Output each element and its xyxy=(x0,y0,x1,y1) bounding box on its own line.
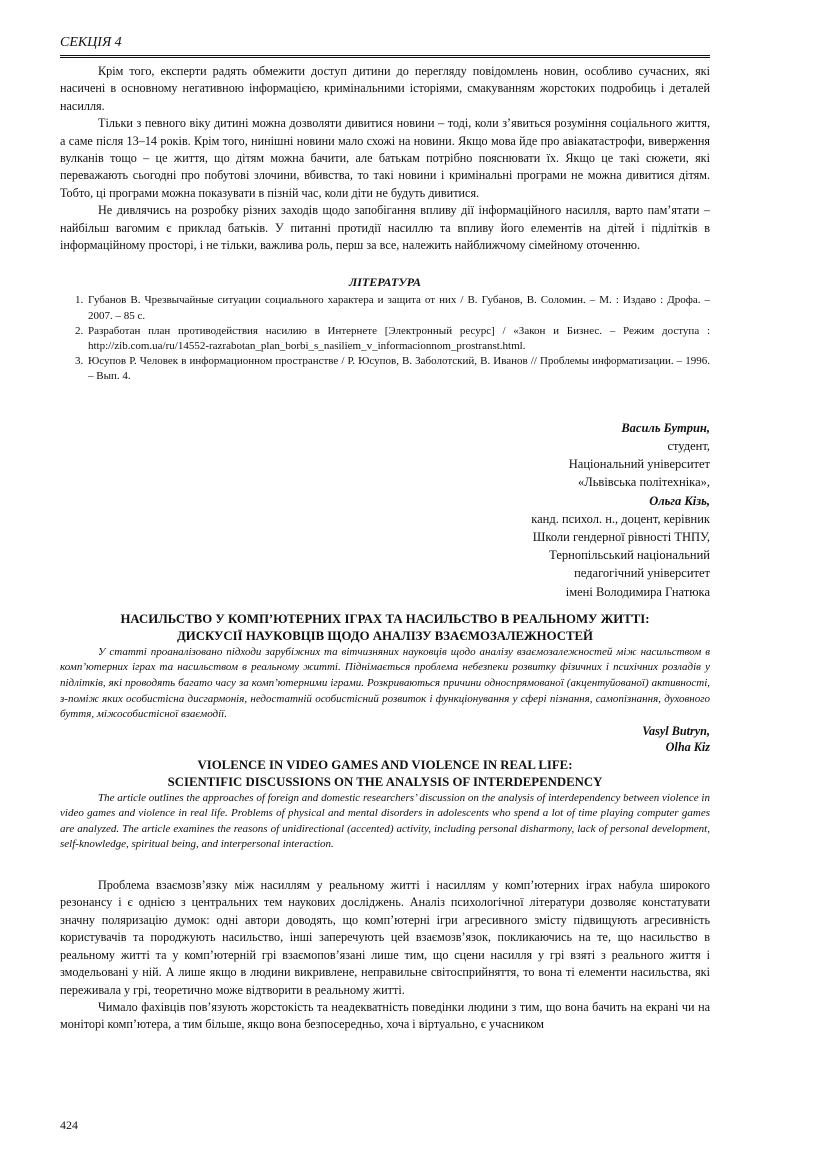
abstract-en: The article outlines the approaches of foreign and domestic researchers’ discussion on the analysis of interdependency between violence in video games and violence in real life. Problems of physical and mental disorders in adolescents who spend a lot of time playing computer games are analyzed. The article examines the reasons of unidirectional (accented) activity, including personal disharmony, lack of personal development, self-knowledge, spiritual being, and interpersonal interaction. xyxy=(60,791,710,851)
title-line: SCIENTIFIC DISCUSSIONS ON THE ANALYSIS OF INTERDEPENDENCY xyxy=(167,774,603,789)
title-line: ДИСКУСІЇ НАУКОВЦІВ ЩОДО АНАЛІЗУ ВЗАЄМОЗАЛЕЖНОСТЕЙ xyxy=(177,628,593,643)
paragraph: Чимало фахівців пов’язують жорстокість та неадекватність поведінки людини з тим, що вона бачить на екрані чи на моніторі комп’ютера, а тим більше, якщо вона безпосередньо, хоча і віртуально, є учасником xyxy=(60,999,710,1032)
author-name: Василь Бутрин, xyxy=(621,420,710,435)
section-header: СЕКЦІЯ 4 xyxy=(60,34,710,58)
paragraph: Тільки з певного віку дитині можна дозволяти дивитися новини – тоді, коли з’явиться розуміння соціального життя, а саме після 13–14 років. Крім того, нинішні новини мало схожі на новини. Якщо мова йде про авіакатастрофи, виверження вулканів тощо – це життя, що дітям можна бачити, але батькам потрібно пояснювати їх. Якщо це такі сюжети, які переважають сьогодні про побутові злочини, вбивства, то такі новини і кримінальні програми не можна дивитися дітям. Тобто, ці програми можна показувати в пізній час, коли діти не будуть дивитися. xyxy=(60,116,710,200)
author-name: Vasyl Butryn, xyxy=(642,723,710,738)
page-number: 424 xyxy=(60,1118,78,1132)
reference-item: 3. Юсупов Р. Человек в информационном пространстве / Р. Юсупов, В. Заболотский, В. Иванов // Проблемы информатизации. – 1996. – Вып. 4. xyxy=(86,354,710,384)
author-affiliation: Школи гендерної рівності ТНПУ, xyxy=(532,529,710,544)
paragraph: Не дивлячись на розробку різних заходів щодо запобігання впливу дії інформаційного насилля, варто пам’ятати – найбільш вагомим є приклад батьків. У питанні протидії насиллю та впливу його елементів на дітей і підлітків в інформаційному просторі, і не тільки, важлива роль, перш за все, належить найближчому сімейному оточенню. xyxy=(60,203,710,253)
author-affiliation: Тернопільський національний xyxy=(549,548,710,563)
paragraph: Крім того, експерти радять обмежити доступ дитини до перегляду повідомлень новин, особливо сучасних, які насичені в основному негативною інформацією, кримінальними історіями, смакуванням жорстоких подробиць і деталей насилля. xyxy=(60,64,710,113)
author-affiliation: студент, xyxy=(667,438,710,453)
page xyxy=(60,34,710,1034)
title-line: НАСИЛЬСТВО У КОМП’ЮТЕРНИХ ІГРАХ ТА НАСИЛЬСТВО В РЕАЛЬНОМУ ЖИТТІ: xyxy=(120,611,650,626)
article-body xyxy=(60,877,710,1034)
intro-text xyxy=(60,63,710,254)
author-name: Ольга Кізь, xyxy=(649,493,710,508)
author-affiliation: педагогічний університет xyxy=(574,566,710,581)
reference-item: 1. Губанов В. Чрезвычайные ситуации социального характера и защита от них / В. Губанов, В. Соломин. – М. : Издаво : Дрофа. – 2007. – 85 с. xyxy=(86,293,710,323)
paragraph: Проблема взаємозв’язку між насиллям у реальному житті і насиллям у комп’ютерних іграх набула широкого резонансу і є однією з центральних тем наукових досліджень. Аналіз психологічної літератури дозволяє констатувати значну поляризацію думок: одні автори доводять, що комп’ютерні ігри агресивного змісту підвищують агресивність користувачів та породжують насильство, інші заперечують цей взаємозв’язок, покликаючись на те, що насильство в реальному житті та у комп’ютерній грі взаємопов’язані лише тим, що сцени насилля у грі взяті з реального життя і змодельовані у ній. А лише якщо в людини викривлене, неправильне світосприйняття, то вона ті елементи насильства, які переживала у грі, теоретично може відтворити в реальному житті. xyxy=(60,878,710,997)
article-title-ua xyxy=(60,611,710,645)
article-title-en xyxy=(60,757,710,791)
author-affiliation: імені Володимира Гнатюка xyxy=(565,584,710,599)
abstract-ua: У статті проаналізовано підходи зарубіжних та вітчизняних науковців щодо аналізу взаємозалежностей між насильством в комп’ютерних іграх та насильством в реальному житті. Піднімається проблема небезпеки розвитку фізичних і психічних розладів у підлітків, які проводять багато часу за комп’ютерними іграми. Розкриваються причини односпрямованої (акцентуйованої) активності, з-поміж яких особистісна дисгармонія, недостатній особистісний розвиток і функціонування у сфері пізнання, самопізнання, духовного буття, міжособистісної взаємодії. xyxy=(60,645,710,721)
reference-item: 2. Разработан план противодействия насилию в Интернете [Электронный ресурс] / «Закон и Бизнес. – Режим доступа : http://zib.com.ua/ru/14552-razrabotan_plan_borbi_s_nasiliem_v_informacionnom_prostranst.html. xyxy=(86,324,710,354)
author-name: Olha Kiz xyxy=(665,739,710,754)
title-line: VIOLENCE IN VIDEO GAMES AND VIOLENCE IN REAL LIFE: xyxy=(197,757,573,772)
literature-title: ЛІТЕРАТУРА xyxy=(348,275,422,290)
author-affiliation: «Львівська політехніка», xyxy=(578,475,710,490)
reference-list xyxy=(60,293,710,384)
author-block-ua xyxy=(60,419,710,601)
author-block-en xyxy=(60,723,710,755)
author-affiliation: Національний університет xyxy=(568,457,710,472)
author-affiliation: канд. психол. н., доцент, керівник xyxy=(531,511,710,526)
